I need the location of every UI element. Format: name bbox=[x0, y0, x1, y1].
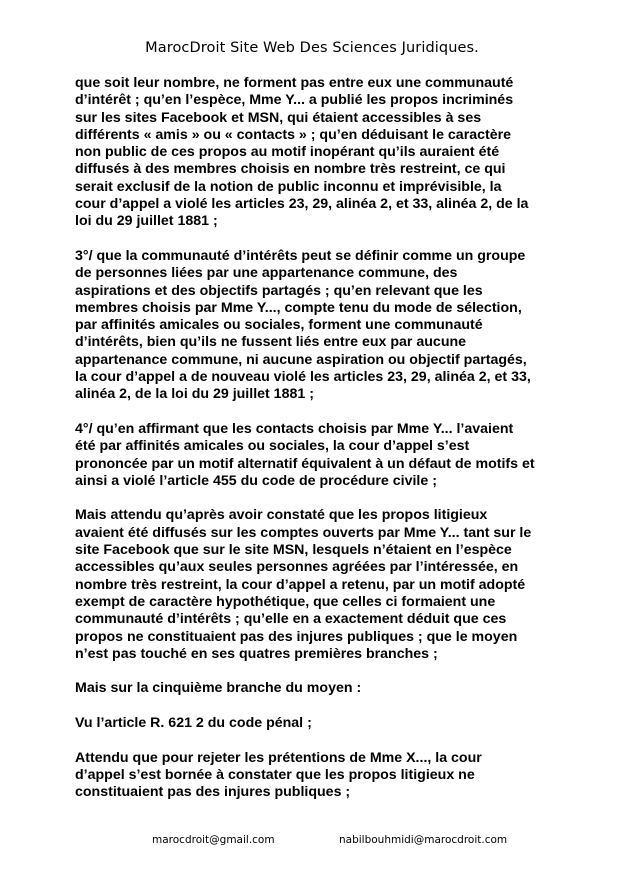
paragraph: 3°/ que la communauté d’intérêts peut se définir comme un groupe de personnes liées par une appartenance commune, des aspirations et des objectifs partagés ; qu’en relevant que les membres choisis par Mme Y..., compte tenu du mode de sélection, par affinités amicales ou sociales, forment une communauté d’intérêts, bien qu’ils ne fussent liés entre eux par aucune appartenance commune, ni aucune aspiration ou objectif partagés, la cour d’appel a de nouveau violé les articles 23, 29, alinéa 2, et 33, alinéa 2, de la loi du 29 juillet 1881 ; bbox=[75, 247, 531, 403]
paragraph: Vu l’article R. 621 2 du code pénal ; bbox=[75, 714, 312, 731]
footer-email-right: nabilbouhmidi@marocdroit.com bbox=[339, 834, 508, 846]
paragraph: Mais attendu qu’après avoir constaté que les propos litigieux avaient été diffusés sur les comptes ouverts par Mme Y... tant sur le site Facebook que sur le site MSN, lesquels n’étaient en l’espèce accessibles qu’aux seules personnes agréées par l’intéressée, en nombre très restreint, la cour d’appel a retenu, par un motif adopté exempt de caractère hypothétique, que celles ci formaient une communauté d’intérêts ; qu’elle en a exactement déduit que ces propos ne constituaient pas des injures publiques ; que le moyen n’est pas touché en ses quatres premières branches ; bbox=[75, 507, 532, 662]
page-header: MarocDroit Site Web Des Sciences Juridiques. bbox=[145, 40, 479, 56]
paragraph: que soit leur nombre, ne forment pas entre eux une communauté d’intérêt ; qu’en l’espèce, Mme Y... a publié les propos incriminés sur les sites Facebook et MSN, qui étaient accessibles à ses différents « amis » ou « contacts » ; qu’en déduisant le caractère non public de ces propos au motif inopérant qu’ils auraient été diffusés à des membres choisis en nombre très restreint, ce qui serait exclusif de la notion de public inconnu et imprévisible, la cour d’appel a violé les articles 23, 29, alinéa 2, et 33, alinéa 2, de la loi du 29 juillet 1881 ; bbox=[75, 75, 529, 230]
footer-email-left: marocdroit@gmail.com bbox=[152, 834, 275, 846]
paragraph: 4°/ qu’en affirmant que les contacts choisis par Mme Y... l’avaient été par affinités amicales ou sociales, la cour d’appel s’est prononcée par un motif alternatif équivalent à un défaut de motifs et ainsi a violé l’article 455 du code de procédure civile ; bbox=[75, 420, 535, 489]
document-body bbox=[75, 75, 555, 819]
paragraph: Attendu que pour rejeter les prétentions de Mme X..., la cour d’appel s’est bornée à constater que les propos litigieux ne constituaient pas des injures publiques ; bbox=[75, 749, 482, 801]
paragraph: Mais sur la cinquième branche du moyen : bbox=[75, 680, 362, 697]
